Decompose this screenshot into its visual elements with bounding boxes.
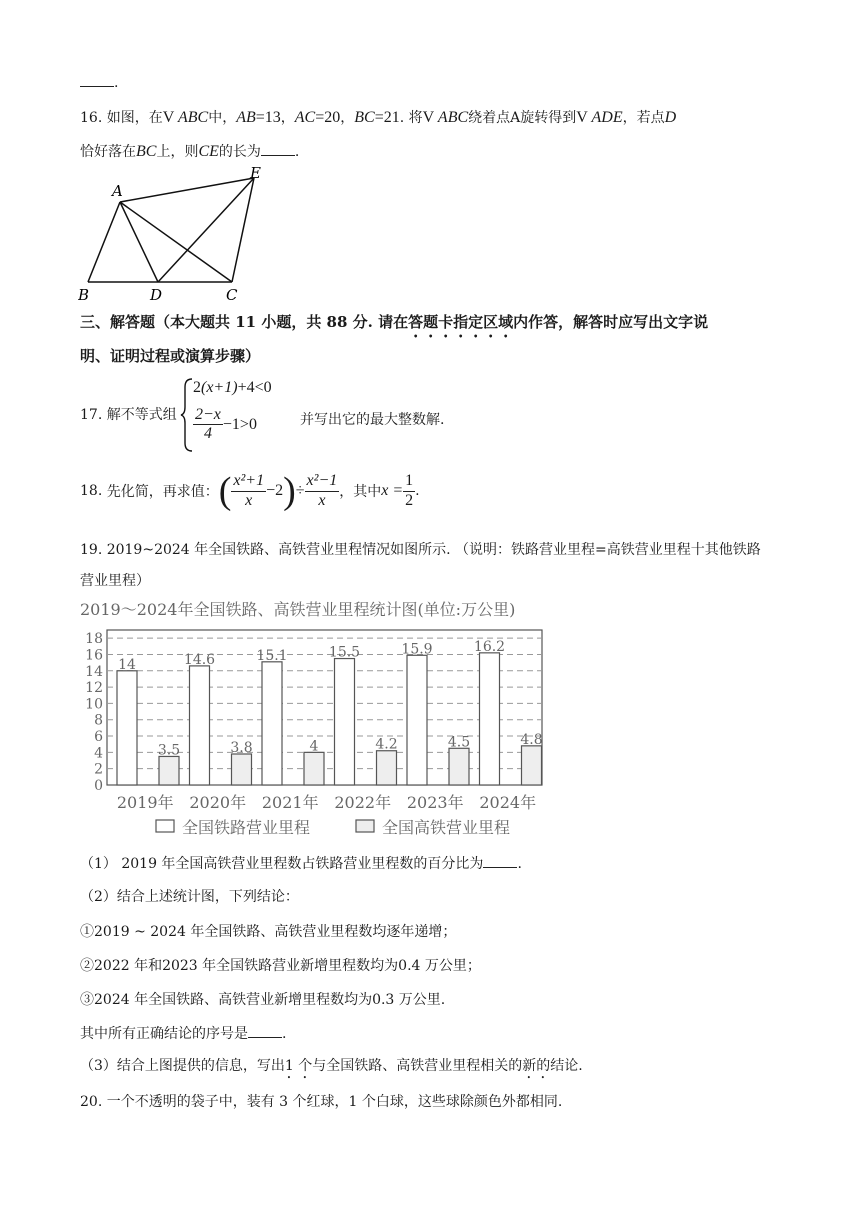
legend-swatch [156,820,174,832]
text: ， [340,110,355,126]
segment-de [158,178,254,282]
x-tick-label: 2020年 [189,793,247,812]
rail-value-label-5: 15.9 [401,641,433,658]
text: 其中所有正确结论的序号是 [80,1026,248,1042]
text: 内作答，解答时应写出文字说 [513,313,709,331]
emphasized-text: 1 个 [284,1058,313,1074]
q19-sub-2: （2）结合上述统计图，下列结论： [80,889,299,905]
rail-value-label-4: 15.5 [328,644,361,661]
math: ABC [437,109,469,126]
question-number: 18. [80,483,103,499]
y-tick-label: 4 [94,745,103,762]
line-end: . [114,75,119,91]
math: −1>0 [222,415,257,433]
q19-line-1: 19. 2019~2024 年全国铁路、高铁营业里程情况如图所示. （说明：铁路营业里程=高铁营业里程十其他铁路 [80,542,761,558]
answer-blank [248,1025,282,1038]
math: AB [236,109,256,126]
x-tick-label: 2022年 [334,793,392,812]
segment-ae [120,178,254,202]
railway-mileage-bar-chart [80,596,560,842]
legend-label: 全国高铁营业里程 [382,818,511,837]
q16-line-2 [80,141,299,161]
answer-blank [261,143,295,156]
hsr-value-label-1: 3.5 [157,742,181,759]
conclusion-2: ②2022 年和2023 年全国铁路营业新增里程数均为0.4 万公里； [80,958,481,974]
text: 解不等式组 [106,407,177,423]
text: ，其中 [339,484,382,500]
conclusion-3: ③2024 年全国铁路、高铁营业新增里程数均为0.3 万公里. [80,992,446,1008]
triangle-symbol: V [576,109,592,126]
hsr-bar-2 [232,754,252,785]
section-3-header-line-1 [80,311,708,341]
legend-label: 全国铁路营业里程 [182,818,311,837]
hsr-value-label-2: 3.8 [230,740,253,756]
section-3-header-line-2: 明、证明过程或演算步骤） [80,347,261,365]
y-tick-label: 10 [85,696,103,713]
text: 先化简，再求值： [106,484,219,500]
label-e: E [250,166,261,182]
answer-blank [483,855,517,868]
hsr-bar-5 [449,748,469,785]
math: x = [381,482,404,499]
segment-ad [120,202,158,282]
rail-value-label-2: 14.6 [183,651,216,668]
y-tick-label: 16 [85,647,103,664]
text: 上，则 [156,144,199,160]
line-end: . [517,856,522,872]
emphasized-text: 新的 [522,1058,551,1074]
hsr-value-label-6: 4.8 [520,731,543,748]
rail-value-label-3: 15.1 [256,647,288,664]
math: =20 [315,109,341,126]
line-end: . [294,144,300,160]
denominator: 2 [405,491,414,509]
text: 的长为 [218,144,261,160]
rail-bar-3 [262,662,282,785]
rail-bar-2 [190,666,210,785]
math: −2 [266,482,284,499]
text: ，若点 [622,110,665,126]
text: ， [280,110,295,126]
hsr-bar-1 [159,756,179,785]
text: 恰好落在 [80,144,136,160]
text: （1） 2019 年全国高铁营业里程数占铁路营业里程数的百分比为 [80,856,484,872]
math: D [664,109,677,126]
fraction-1 [231,472,266,510]
chart-title: 2019～2024年全国铁路、高铁营业里程统计图(单位:万公里) [80,600,516,619]
text: 与全国铁路、高铁营业里程相关的 [312,1058,523,1074]
inequality-1 [193,379,272,397]
text: 中， [208,110,237,126]
line-end: . [282,1026,287,1042]
math: (x+1) [201,379,238,396]
hsr-bar-4 [377,751,397,785]
hsr-value-label-4: 4.2 [375,736,398,753]
line-end: . [415,483,420,499]
q17-tail: 并写出它的最大整数解. [300,412,445,428]
q20-line: 20. 一个不透明的袋子中，装有 3 个红球，1 个白球，这些球除颜色外都相同. [80,1094,563,1110]
paren-close: ) [283,470,296,512]
math: CE [198,143,219,160]
denominator: 4 [203,425,212,443]
rail-value-label-6: 16.2 [473,638,506,655]
fraction [193,406,223,444]
rail-bar-4 [335,659,355,785]
text: 结论. [550,1058,583,1074]
y-tick-label: 14 [85,663,103,680]
math: =21 [374,109,400,126]
math: 2 [193,379,201,396]
text: 如图，在 [106,110,163,126]
conclusion-1: ①2019 ~ 2024 年全国铁路、高铁营业里程数均逐年递增； [80,924,457,940]
text: （3）结合上图提供的信息，写出 [80,1058,285,1074]
system-brace [180,377,194,453]
math: AC [294,109,316,126]
label-c: C [226,286,238,304]
triangle-symbol: V [422,109,438,126]
question-number: 16. [80,110,103,126]
answer-blank [80,74,114,87]
math: +4<0 [237,379,272,396]
inequality-2 [193,406,257,444]
y-tick-label: 12 [85,680,103,697]
y-tick-label: 0 [94,778,103,794]
hsr-value-label-5: 4.5 [447,734,471,751]
segment-ce [232,178,254,282]
y-tick-label: 2 [94,761,103,778]
q19-sub-3 [80,1055,583,1082]
x-tick-label: 2024年 [479,793,537,812]
question-number: 17. [80,407,103,423]
numerator: x²+1 [231,472,266,491]
x-tick-label: 2021年 [261,793,319,812]
segment-ab [88,202,120,282]
y-tick-label: 18 [85,631,103,648]
numerator: 2−x [193,406,223,425]
math: BC [136,143,157,160]
denominator: x [245,491,253,509]
hsr-value-label-3: 4 [309,738,319,755]
hsr-bar-6 [522,746,542,785]
segment-ac [120,202,232,282]
hsr-bar-3 [304,752,324,785]
triangle-symbol: V [162,109,178,126]
y-tick-label: 8 [94,712,103,729]
math: ADE [591,109,623,126]
fraction-2 [305,472,340,510]
text: 绕着点A旋转得到 [468,110,577,126]
text: 三、解答题（本大题共 11 小题，共 88 分. 请在 [80,313,409,331]
rail-bar-5 [407,655,427,785]
label-a: A [112,182,123,200]
math: ÷ [295,482,305,499]
numerator: x²−1 [305,472,340,491]
label-b: B [78,286,90,304]
paren-open: ( [218,470,232,512]
math: ABC [177,109,209,126]
q18-line [80,472,420,510]
rail-value-label-1: 14 [118,656,136,673]
x-tick-label: 2023年 [406,793,464,812]
q16-line-1 [80,107,676,127]
previous-answer-line [80,74,118,91]
q19-ask [80,1023,286,1043]
label-d: D [150,286,163,304]
triangle-rotation-figure [78,166,278,306]
y-tick-label: 6 [94,729,103,746]
denominator: x [318,491,326,509]
q19-line-2: 营业里程） [80,573,150,589]
q19-sub-1 [80,853,522,873]
q17-lead [80,404,177,424]
fraction-half [403,472,415,510]
legend-swatch [356,820,374,832]
math: BC [354,109,375,126]
emphasized-text: 答题卡指定区域 [408,313,514,331]
rail-bar-1 [117,671,137,785]
math: =13 [255,109,281,126]
x-tick-label: 2019年 [116,793,174,812]
rail-bar-6 [480,653,500,785]
text: . 将 [399,110,423,126]
numerator: 1 [403,472,415,491]
